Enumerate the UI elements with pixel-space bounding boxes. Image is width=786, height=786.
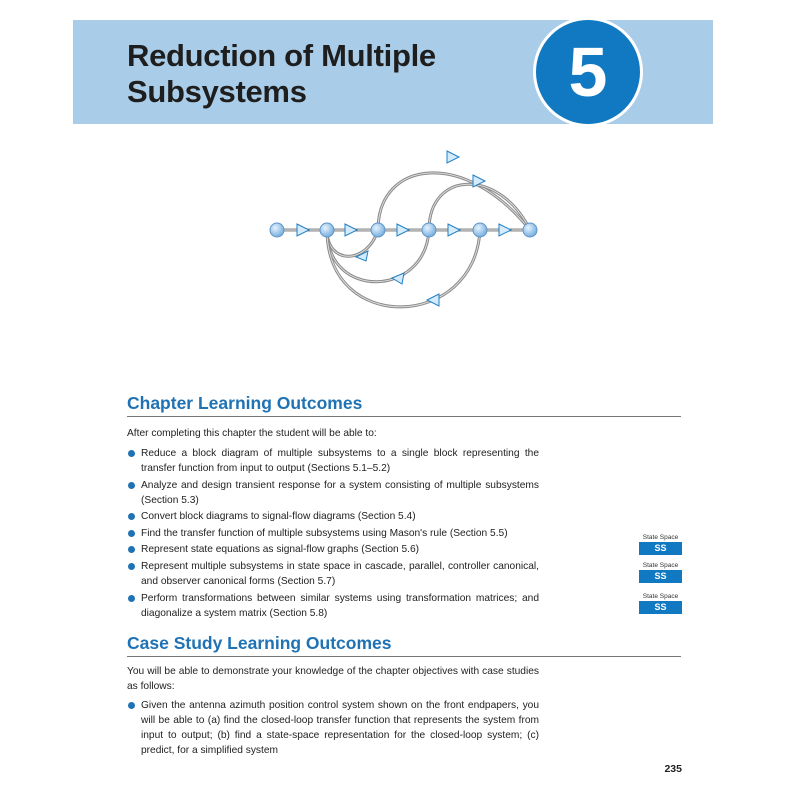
state-space-tag — [639, 592, 682, 614]
list-item — [127, 542, 539, 557]
state-space-badge: SS — [639, 570, 682, 583]
bullet-icon — [128, 595, 135, 602]
list-item — [127, 478, 539, 508]
bullet-icon — [128, 513, 135, 520]
list-item-text: Given the antenna azimuth position control system shown on the front endpapers, you will be able to (a) find the closed-loop transfer function that represents the system from input to output; (b) find a state-space representation for the closed-loop system; (c) predict, for a simplified system — [141, 700, 539, 756]
list-item-text: Find the transfer function of multiple subsystems using Mason's rule (Section 5.5) — [141, 527, 508, 539]
bullet-icon — [128, 530, 135, 537]
state-space-tag — [639, 533, 682, 555]
signal-flow-graph-illustration — [255, 140, 555, 320]
state-space-badge: SS — [639, 601, 682, 614]
list-item — [127, 446, 539, 476]
list-item — [127, 509, 539, 524]
list-item-text: Reduce a block diagram of multiple subsystems to a single block representing the transfer function from input to output (Sections 5.1–5.2) — [141, 448, 539, 474]
case-study-list — [127, 698, 539, 760]
list-item — [127, 526, 539, 541]
list-item-text: Perform transformations between similar systems using transformation matrices; and diagonalize a system matrix (Section 5.8) — [141, 592, 539, 619]
bullet-icon — [128, 546, 135, 553]
chapter-title-line-2: Subsystems — [127, 74, 307, 109]
learning-outcomes-heading: Chapter Learning Outcomes — [127, 392, 681, 417]
learning-outcomes-intro: After completing this chapter the student will be able to: — [127, 428, 377, 439]
state-space-tag-label: State Space — [642, 534, 679, 541]
list-item — [127, 591, 539, 621]
chapter-title — [127, 38, 436, 110]
list-item-text: Represent state equations as signal-flow graphs (Section 5.6) — [141, 544, 420, 556]
state-space-tag-label: State Space — [642, 562, 679, 569]
chapter-title-line-1: Reduction of Multiple — [127, 38, 436, 73]
chapter-number: 5 — [568, 33, 608, 111]
list-item-text: Analyze and design transient response for a system consisting of multiple subsystems (Section 5.3) — [141, 479, 539, 506]
list-item — [127, 559, 539, 589]
state-space-tag — [639, 561, 682, 583]
list-item-text: Represent multiple subsystems in state space in cascade, parallel, controller canonical, and observer canonical forms (Section 5.7) — [141, 560, 539, 587]
chapter-number-badge — [533, 17, 643, 127]
state-space-badge: SS — [639, 542, 682, 555]
state-space-tag-label: State Space — [642, 593, 679, 600]
list-item — [127, 698, 539, 758]
page-number: 235 — [664, 763, 682, 775]
list-item-text: Convert block diagrams to signal-flow diagrams (Section 5.4) — [141, 511, 416, 523]
learning-outcomes-list — [127, 446, 539, 622]
case-study-heading: Case Study Learning Outcomes — [127, 632, 681, 657]
case-study-intro: You will be able to demonstrate your knowledge of the chapter objectives with case studies as follows: — [127, 666, 539, 692]
signal-flow-branches — [277, 173, 530, 307]
bullet-icon — [128, 702, 135, 709]
bullet-icon — [128, 450, 135, 457]
bullet-icon — [128, 563, 135, 570]
bullet-icon — [128, 482, 135, 489]
